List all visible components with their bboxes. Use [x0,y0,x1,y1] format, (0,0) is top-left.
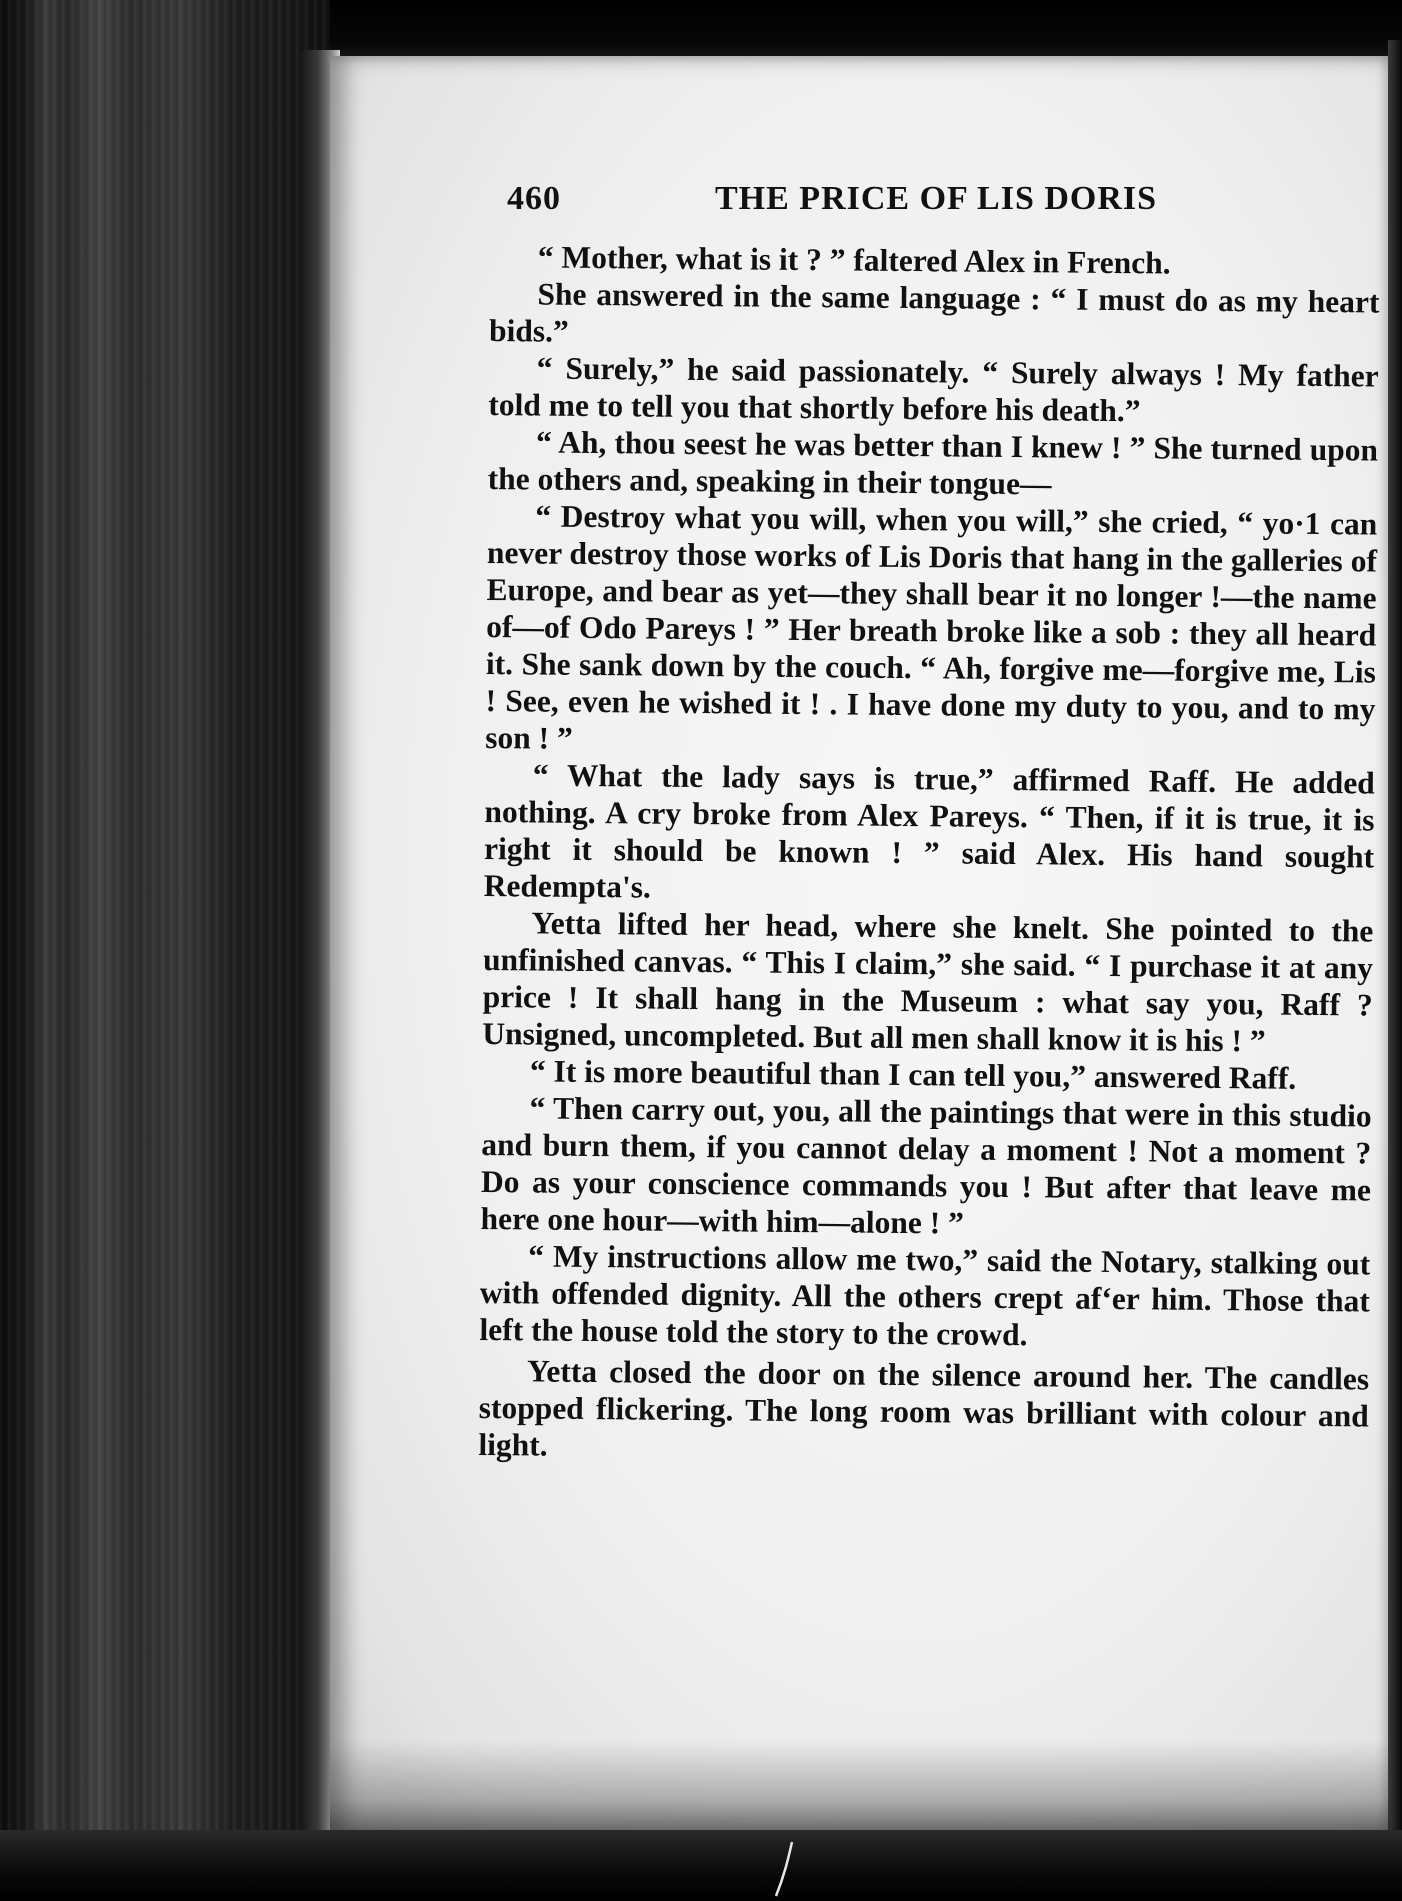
book-spine-edge [0,0,330,1901]
running-head [507,180,1207,230]
paragraph: She answered in the same language : “ I must do as my heart bids.” [488,276,1380,349]
paragraph: “ Mother, what is it ? ” faltered Alex in French. [537,239,1171,281]
running-title: THE PRICE OF LIS DORIS [715,180,1158,217]
page-number: 460 [507,180,561,217]
scan-right-border [1388,40,1402,1901]
paper-crease-mark [770,1840,800,1898]
paragraph: “ What the lady says is true,” affirmed Raff. He added nothing. A cry broke from Alex Pareys. “ Then, if it is true, it is right it should be known ! ” said Alex. His hand sought Redempta's. [483,757,1375,905]
paragraph: “ Destroy what you will, when you will,” she cried, “ yo·1 can never destroy those works of Lis Doris that hang in the galleries of Europe, and bear as yet—they shall bear it no longer !—the name of—of Odo Pareys ! ” Her breath broke like a sob : they all heard it. She sank down by the couch. “ Ah, forgive me—forgive me, Lis ! See, even he wished it ! . I have done my duty to you, and to my son ! ” [485,498,1378,756]
page-bottom-shadow [330,1740,1390,1840]
paragraph: “ It is more beautiful than I can tell you,” answered Raff. [529,1053,1297,1096]
paragraph: “ My instructions allow me two,” said the Notary, stalking out with offended dignity. All the others crept af‘er him. Those that left the house told the story to the crowd. [479,1238,1371,1353]
paragraph: “ Ah, thou seest he was better than I knew ! ” She turned upon the others and, speaking in their tongue— [487,424,1379,502]
page-body-text [478,238,1380,1471]
scan-bottom-border [0,1830,1402,1901]
paragraph: “ Surely,” he said passionately. “ Surely always ! My father told me to tell you that shortly before his death.” [488,350,1379,429]
paragraph: “ Then carry out, you, all the paintings that were in this studio and burn them, if you cannot delay a moment ! Not a moment ? Do as your conscience commands you ! But after that leave me here one hour—with him—alone ! ” [480,1090,1372,1241]
paragraph: Yetta closed the door on the silence around her. The candles stopped flickering. The long room was brilliant with colour and light. [478,1353,1370,1463]
paragraph: Yetta lifted her head, where shе knelt. She pointed to the unfinished canvas. “ This I claim,” she said. “ I purchase it at any price ! It shall hang in the Museum : what say you, Raff ? Unsigned, uncompleted. But all men shall know it is his ! ” [482,905,1374,1059]
